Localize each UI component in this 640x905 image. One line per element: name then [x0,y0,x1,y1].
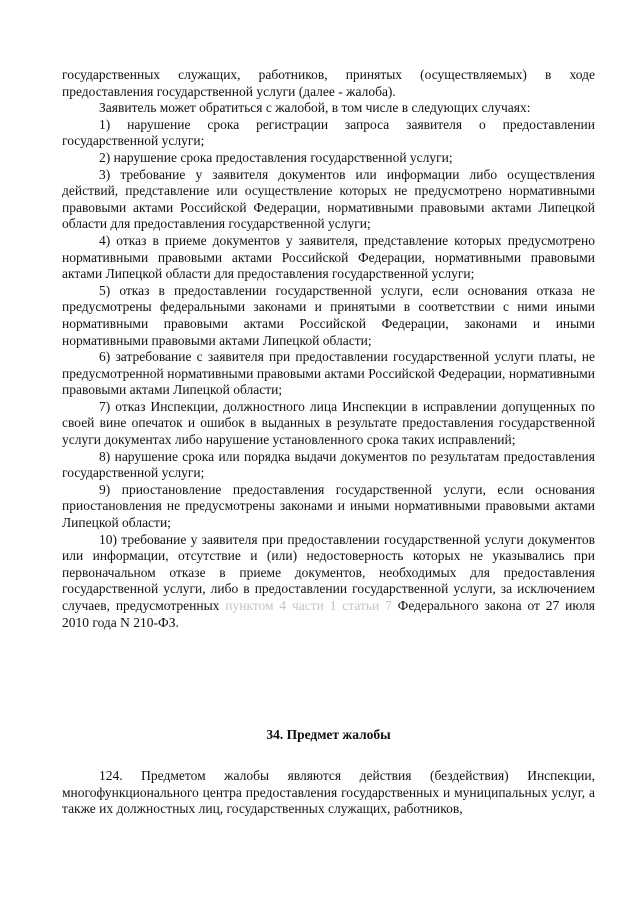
paragraph-intro: Заявитель может обратиться с жалобой, в том числе в следующих случаях: [99,100,531,116]
section-heading: 34. Предмет жалобы [266,727,391,742]
list-item-9: 9) приостановление предоставления государственной услуги, если основания приостановления не предусмотрены законами и иными нормативными правовыми актами Липецкой области; [62,481,595,531]
paragraph-continuation: государственных служащих, работников, принятых (осуществляемых) в ходе предоставления государственной услуги (далее - жалоба). [62,67,595,99]
law-reference-link[interactable]: пунктом 4 части 1 статьи 7 [225,598,392,613]
document-body [62,67,595,631]
paragraph-124: 124. Предметом жалобы являются действия (бездействия) Инспекции, многофункционального центра предоставления государственных и муниципальных услуг, а также их должностных лиц, государственных служащих, работников, [62,768,595,817]
list-item-10 [62,532,595,632]
list-item-2: 2) нарушение срока предоставления государственной услуги; [99,149,453,165]
list-item-6: 6) затребование с заявителя при предоставлении государственной услуги платы, не предусмотренной нормативными правовыми актами Российской Федерации, нормативными правовыми актами Липецкой области; [62,349,595,398]
list-item-10-tail: Федерального закона от 27 июля 2010 года N 210-ФЗ. [62,598,596,630]
list-item-4: 4) отказ в приеме документов у заявителя, представление которых предусмотрено нормативными правовыми актами Российской Федерации, нормативными правовыми актами Липецкой области для предоставления государственной услуги; [62,232,595,282]
list-item-7: 7) отказ Инспекции, должностного лица Инспекции в исправлении допущенных по своей вине опечаток и ошибок в выданных в результате предоставления государственной услуги документах либо нарушение установленного срока таких исправлений; [62,398,595,448]
list-item-1: 1) нарушение срока регистрации запроса заявителя о предоставлении государственной услуги; [62,116,595,149]
list-item-10-text: 10) требование у заявителя при предоставлении государственной услуги документов или информации, отсутствие и (или) недостоверность которых не указывались при первоначальном отказе в приеме документов, необходимых для предоставления государственной услуги, либо в предоставлении государственной услуги, за исключением случаев, предусмотренных [62,531,595,613]
list-item-5: 5) отказ в предоставлении государственной услуги, если основания отказа не предусмотрены федеральными законами и принятыми в соответствии с ними иными нормативными правовыми актами Российской Федерации, законами и иными нормативными правовыми актами Липецкой области; [62,282,595,348]
document-body-section-34 [62,768,595,818]
list-item-8: 8) нарушение срока или порядка выдачи документов по результатам предоставления государственной услуги; [62,448,595,481]
list-item-3: 3) требование у заявителя документов или информации либо осуществления действий, представление или осуществление которых не предусмотрено нормативными правовыми актами Российской Федерации, нормативными правовыми актами Липецкой области для предоставления государственной услуги; [62,166,595,232]
